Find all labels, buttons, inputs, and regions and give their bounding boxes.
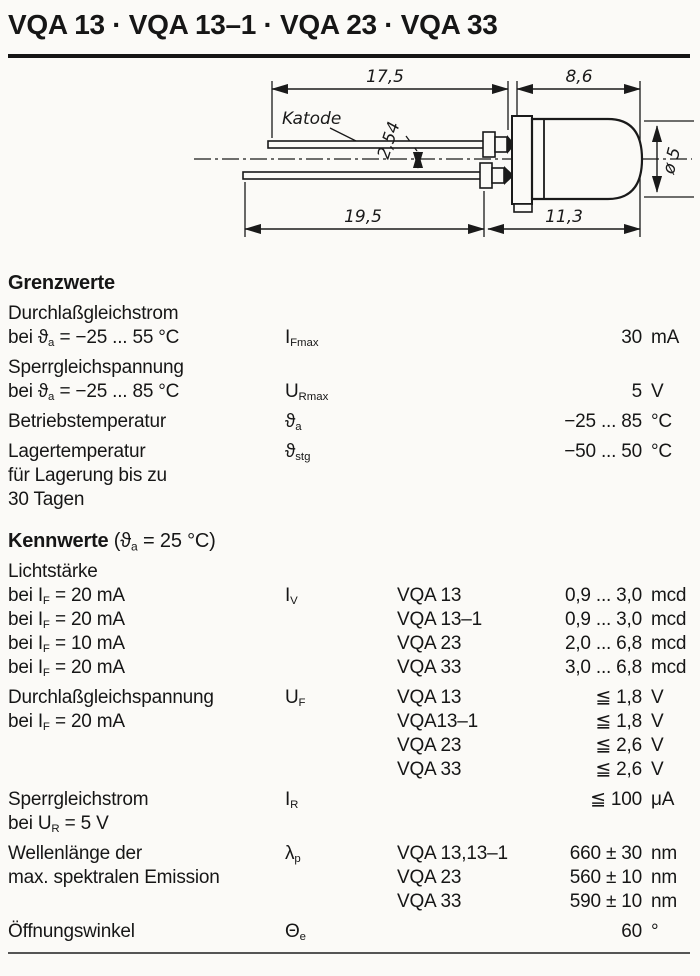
spec-value: ≦ 2,6	[595, 759, 642, 780]
spec-parameter-label: Betriebstemperatur	[8, 411, 166, 432]
spec-value: 0,9 ... 3,0	[564, 609, 642, 630]
spec-value	[522, 464, 642, 488]
spec-device-name: VQA 33	[397, 657, 462, 678]
spec-row	[8, 380, 690, 404]
spec-row	[8, 866, 690, 890]
spec-parameter-label: max. spektralen Emission	[8, 867, 220, 888]
spec-symbol	[285, 866, 397, 890]
spec-unit: V	[651, 381, 664, 402]
spec-unit	[642, 488, 690, 512]
spec-device-name: VQA 13–1	[397, 609, 483, 630]
spec-symbol	[285, 302, 397, 326]
spec-parameter-label: bei $I_F = 20$ mA	[8, 711, 125, 734]
spec-unit	[642, 302, 690, 326]
spec-symbol	[285, 812, 397, 836]
spec-symbol	[285, 608, 397, 632]
spec-row	[8, 608, 690, 632]
dim-lead-pitch-label: 2,54	[373, 119, 405, 162]
title-rule	[8, 54, 690, 58]
dim-diameter-label: ø 5	[659, 145, 686, 177]
spec-device-name: VQA 33	[397, 891, 462, 912]
spec-unit: mA	[651, 327, 680, 348]
spec-row	[8, 326, 690, 350]
spec-parameter-label: Sperrgleichstrom	[8, 789, 149, 810]
spec-unit: nm	[651, 843, 677, 864]
spec-symbol: $\Theta_e$	[285, 921, 306, 944]
spec-parameter-label: Sperrgleichspannung	[8, 357, 184, 378]
spec-value: 0,9 ... 3,0	[564, 585, 642, 606]
spec-parameter-label: Lichtstärke	[8, 561, 98, 582]
spec-rows	[8, 560, 690, 944]
spec-value: ≦ 2,6	[595, 735, 642, 756]
spec-parameter-label	[8, 734, 285, 758]
spec-value	[522, 356, 642, 380]
spec-symbol: $\lambda_p$	[285, 843, 301, 866]
spec-unit: nm	[651, 891, 677, 912]
spec-parameter-label: Öffnungswinkel	[8, 921, 135, 942]
spec-device-name: VQA 23	[397, 735, 462, 756]
spec-tables	[8, 270, 690, 944]
spec-row	[8, 758, 690, 782]
spec-value: ≦ 1,8	[595, 687, 642, 708]
spec-value: 60	[621, 921, 642, 942]
spec-row	[8, 686, 690, 710]
spec-value: 3,0 ... 6,8	[564, 657, 642, 678]
spec-value: 660 ± 30	[569, 843, 642, 864]
section-heading-condition: ($ϑ_a = 25$ °C)	[108, 530, 216, 554]
spec-section	[8, 528, 690, 944]
spec-device-name	[397, 410, 522, 434]
spec-value: 30	[621, 327, 642, 348]
section-heading	[8, 270, 690, 296]
spec-unit: V	[651, 687, 664, 708]
spec-symbol	[285, 488, 397, 512]
spec-parameter-label: bei $I_F = 20$ mA	[8, 609, 125, 632]
spec-parameter-label	[8, 758, 285, 782]
spec-value: −50 ... 50	[564, 441, 642, 462]
spec-rows	[8, 302, 690, 512]
spec-device-name	[397, 488, 522, 512]
spec-value: 590 ± 10	[569, 891, 642, 912]
spec-parameter-label: Durchlaßgleichspannung	[8, 687, 214, 708]
spec-unit: °C	[651, 411, 672, 432]
spec-unit	[642, 464, 690, 488]
dim-lead-top-length-label: 17,5	[366, 67, 404, 87]
spec-symbol	[285, 560, 397, 584]
spec-device-name	[397, 380, 522, 404]
spec-row	[8, 920, 690, 944]
spec-symbol	[285, 890, 397, 914]
spec-symbol	[285, 758, 397, 782]
spec-symbol: $U_{Rmax}$	[285, 381, 329, 404]
spec-device-name: VQA13–1	[397, 711, 478, 732]
spec-symbol	[285, 356, 397, 380]
spec-device-name: VQA 33	[397, 759, 462, 780]
spec-parameter-label: bei $ϑ_a = -25$ ... 85 °C	[8, 381, 180, 404]
spec-symbol	[285, 464, 397, 488]
spec-device-name: VQA 13,13–1	[397, 843, 508, 864]
spec-device-name	[397, 326, 522, 350]
spec-value: ≦ 1,8	[595, 711, 642, 732]
spec-parameter-label: bei $I_F = 10$ mA	[8, 633, 125, 656]
spec-unit: °	[651, 921, 659, 942]
page-title: VQA 13 · VQA 13–1 · VQA 23 · VQA 33	[8, 9, 498, 40]
spec-device-name	[397, 788, 522, 812]
spec-unit: μA	[651, 789, 675, 810]
spec-device-name	[397, 560, 522, 584]
page-header	[8, 8, 690, 58]
spec-value	[522, 812, 642, 836]
bottom-rule	[8, 952, 690, 954]
section-heading-title: Grenzwerte	[8, 272, 115, 294]
spec-row	[8, 560, 690, 584]
spec-symbol: $ϑ_a$	[285, 411, 302, 434]
led-leads	[243, 132, 507, 188]
spec-parameter-label: bei $ϑ_a = -25$ ... 55 °C	[8, 327, 180, 350]
spec-symbol: $I_R$	[285, 789, 299, 812]
spec-row	[8, 812, 690, 836]
dim-lead-bottom-length-label: 19,5	[344, 207, 382, 227]
spec-device-name	[397, 464, 522, 488]
spec-symbol	[285, 632, 397, 656]
spec-row	[8, 464, 690, 488]
spec-device-name	[397, 920, 522, 944]
spec-device-name: VQA 13	[397, 585, 462, 606]
spec-symbol: $U_F$	[285, 687, 306, 710]
spec-row	[8, 710, 690, 734]
spec-row	[8, 788, 690, 812]
spec-parameter-label: bei $I_F = 20$ mA	[8, 657, 125, 680]
spec-symbol	[285, 656, 397, 680]
spec-symbol: $I_V$	[285, 585, 298, 608]
spec-row	[8, 488, 690, 512]
spec-device-name: VQA 13	[397, 687, 462, 708]
spec-parameter-label: Durchlaßgleichstrom	[8, 303, 179, 324]
spec-value: 560 ± 10	[569, 867, 642, 888]
spec-parameter-label: Lagertemperatur	[8, 441, 146, 462]
spec-value	[522, 560, 642, 584]
spec-device-name	[397, 812, 522, 836]
spec-row	[8, 734, 690, 758]
spec-device-name: VQA 23	[397, 633, 462, 654]
spec-symbol	[285, 710, 397, 734]
spec-row	[8, 842, 690, 866]
spec-unit: V	[651, 711, 664, 732]
spec-unit	[642, 560, 690, 584]
spec-row	[8, 356, 690, 380]
spec-symbol	[285, 734, 397, 758]
spec-unit: nm	[651, 867, 677, 888]
spec-parameter-label: bei $U_R = 5$ V	[8, 813, 109, 836]
spec-unit: °C	[651, 441, 672, 462]
spec-value: 2,0 ... 6,8	[564, 633, 642, 654]
spec-row	[8, 890, 690, 914]
spec-row	[8, 410, 690, 434]
spec-value	[522, 488, 642, 512]
section-heading-title: Kennwerte	[8, 530, 109, 552]
spec-row	[8, 302, 690, 326]
spec-row	[8, 632, 690, 656]
spec-unit	[642, 812, 690, 836]
spec-unit: mcd	[651, 657, 687, 678]
spec-parameter-label	[8, 890, 285, 914]
spec-value: 5	[631, 381, 642, 402]
led-body	[512, 116, 642, 212]
spec-parameter-label: Wellenlänge der	[8, 843, 142, 864]
section-heading	[8, 528, 690, 554]
spec-value: −25 ... 85	[564, 411, 642, 432]
spec-section	[8, 270, 690, 512]
led-outline-drawing	[180, 64, 700, 254]
dim-body-total-length-label: 11,3	[545, 207, 583, 227]
spec-device-name	[397, 356, 522, 380]
spec-value	[522, 302, 642, 326]
spec-unit: mcd	[651, 585, 687, 606]
spec-unit: V	[651, 735, 664, 756]
spec-row	[8, 584, 690, 608]
spec-row	[8, 656, 690, 680]
spec-symbol: $I_{Fmax}$	[285, 327, 319, 350]
spec-unit: mcd	[651, 609, 687, 630]
spec-unit	[642, 356, 690, 380]
spec-symbol: $ϑ_{stg}$	[285, 441, 311, 464]
spec-device-name: VQA 23	[397, 867, 462, 888]
spec-parameter-label: 30 Tagen	[8, 489, 85, 510]
dim-body-length-label: 8,6	[565, 67, 593, 87]
spec-unit: V	[651, 759, 664, 780]
cathode-label: Katode	[282, 109, 342, 129]
spec-unit: mcd	[651, 633, 687, 654]
spec-parameter-label: bei $I_F = 20$ mA	[8, 585, 125, 608]
spec-device-name	[397, 302, 522, 326]
spec-value: ≦ 100	[590, 789, 642, 810]
led-dimension-diagram	[180, 64, 700, 254]
spec-parameter-label: für Lagerung bis zu	[8, 465, 167, 486]
spec-device-name	[397, 440, 522, 464]
spec-row	[8, 440, 690, 464]
